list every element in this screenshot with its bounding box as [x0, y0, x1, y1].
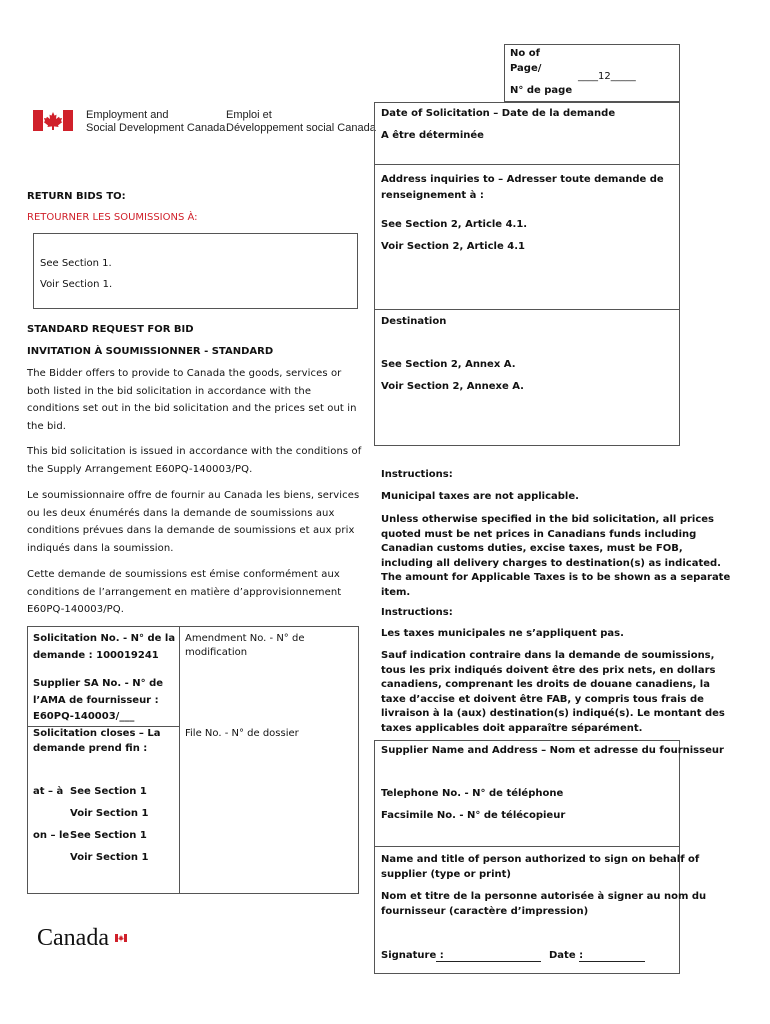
instructions-fr-body	[381, 649, 725, 736]
amendment-number-label-1: Amendment No. - N° de	[185, 633, 305, 644]
canada-wordmark	[37, 924, 109, 952]
authorized-person-label-1: Name and title of person authorized to sign on behalf of	[381, 854, 700, 865]
file-number-label: File No. - N° de dossier	[185, 728, 299, 739]
text-line: tous les prix indiqués doivent être des prix nets, en dollars	[381, 664, 716, 676]
on-label: on – le	[33, 830, 70, 841]
at-value-en: See Section 1	[70, 786, 147, 797]
instructions-en-label: Instructions:	[381, 469, 453, 480]
instructions-en-body	[381, 513, 730, 600]
signature-label: Signature :	[381, 950, 444, 961]
text-line: quoted must be net prices in Canadians funds including	[381, 528, 697, 540]
text-line: taxes applicables doit apparaître séparément.	[381, 722, 643, 734]
dept-name-en-2: Social Development Canada	[86, 122, 226, 134]
text-line: Unless otherwise specified in the bid solicitation, all prices	[381, 514, 715, 525]
return-bids-label-fr: RETOURNER LES SOUMISSIONS À:	[27, 212, 198, 223]
closes-label-2: demande prend fin :	[33, 743, 148, 754]
supplier-sa-label-1: Supplier SA No. - N° de	[33, 678, 164, 689]
text-line: conditions de l’arrangement en matière d’approvisionnement	[27, 586, 342, 598]
return-bids-box	[33, 233, 358, 309]
page-count-label-2: Page/	[510, 63, 542, 74]
solicitation-date-label: Date of Solicitation – Date de la demande	[381, 108, 616, 119]
text-line: The Bidder offers to provide to Canada the goods, services or	[27, 368, 342, 379]
dept-name-en-1: Employment and	[86, 109, 169, 121]
text-line: The amount for Applicable Taxes is to be shown as a separate	[381, 572, 731, 583]
right-info-box	[374, 102, 680, 446]
authorized-person-label-2: supplier (type or print)	[381, 869, 511, 880]
authorized-person-fr-1: Nom et titre de la personne autorisée à signer au nom du	[381, 891, 707, 902]
text-line: taxe d’accise et doivent être FAB, y compris tous frais de	[381, 693, 704, 705]
closes-label-1: Solicitation closes – La	[33, 728, 161, 739]
canada-wordmark-text: Canada	[37, 925, 109, 951]
destination-fr: Voir Section 2, Annexe A.	[381, 381, 524, 392]
at-label: at – à	[33, 786, 64, 797]
on-value-fr: Voir Section 1	[70, 852, 149, 863]
text-line: E60PQ-140003/PQ.	[27, 604, 125, 615]
dept-name-fr-1: Emploi et	[226, 109, 272, 121]
dept-name-fr-2: Développement social Canada	[226, 122, 376, 134]
text-line: conditions set out in the bid solicitation and the prices set out in	[27, 403, 357, 414]
authorized-person-fr-2: fournisseur (caractère d’impression)	[381, 906, 589, 917]
text-line: the bid.	[27, 420, 67, 432]
address-inquiries-label-2: renseignement à :	[381, 190, 484, 201]
text-line: the Supply Arrangement E60PQ-140003/PQ.	[27, 463, 253, 475]
supplier-sa-label-2: l’AMA de fournisseur :	[33, 695, 159, 706]
page-count-label-3: N° de page	[510, 85, 573, 96]
text-line: Cette demande de soumissions est émise conformément aux	[27, 569, 340, 580]
text-line: indiqués dans la soumission.	[27, 542, 174, 554]
solicitation-number-label-1: Solicitation No. - N° de la	[33, 633, 176, 644]
telephone-label: Telephone No. - N° de téléphone	[381, 788, 564, 799]
address-inquiries-en: See Section 2, Article 4.1.	[381, 219, 528, 230]
signature-field[interactable]	[436, 961, 541, 962]
destination-en: See Section 2, Annex A.	[381, 359, 516, 370]
standard-request-title-en: STANDARD REQUEST FOR BID	[27, 324, 194, 335]
at-value-fr: Voir Section 1	[70, 808, 149, 819]
destination-label: Destination	[381, 316, 447, 327]
amendment-number-label-2: modification	[185, 647, 248, 658]
address-inquiries-label-1: Address inquiries to – Adresser toute demande de	[381, 174, 664, 185]
date-label: Date :	[549, 950, 584, 961]
bid-solicitation-paragraph	[27, 443, 361, 478]
divider	[374, 164, 680, 165]
text-line: This bid solicitation is issued in accordance with the conditions of	[27, 446, 362, 457]
instructions-en-municipal: Municipal taxes are not applicable.	[381, 491, 579, 502]
text-line: both listed in the bid solicitation in accordance with the	[27, 385, 312, 397]
page-count-value: ____12_____	[578, 71, 636, 82]
text-line: Canadian customs duties, excise taxes, must be FOB,	[381, 543, 683, 554]
solicitation-number-label-2: demande : 100019241	[33, 650, 159, 661]
address-inquiries-fr: Voir Section 2, Article 4.1	[381, 241, 525, 252]
instructions-fr-municipal: Les taxes municipales ne s’appliquent pas.	[381, 628, 624, 639]
divider	[374, 309, 680, 310]
on-value-en: See Section 1	[70, 830, 147, 841]
return-bids-label-en: RETURN BIDS TO:	[27, 191, 126, 202]
text-line: conditions prévues dans la demande de soumissions et aux prix	[27, 525, 355, 536]
table-divider-vertical	[179, 626, 180, 894]
text-line: canadiens, comprenant les droits de douane canadiens, la	[381, 679, 710, 690]
instructions-fr-label: Instructions:	[381, 607, 453, 618]
text-line: Le soumissionnaire offre de fournir au Canada les biens, services	[27, 490, 360, 501]
bidder-offer-paragraph	[27, 365, 357, 435]
soumissionnaire-paragraph	[27, 487, 359, 557]
supplier-name-address-label: Supplier Name and Address – Nom et adresse du fournisseur	[381, 745, 724, 756]
solicitation-date-value: A être déterminée	[381, 130, 484, 141]
canada-flag-icon	[33, 110, 73, 131]
page-count-label-1: No of	[510, 48, 540, 59]
wordmark-flag-icon	[115, 927, 127, 935]
divider	[374, 846, 680, 847]
text-line: item.	[381, 586, 411, 598]
text-line: ou les deux énumérés dans la demande de soumissions aux	[27, 507, 335, 519]
text-line: livraison à la (aux) destination(s) indiqué(s). Le montant des	[381, 708, 725, 719]
text-line: including all delivery charges to destination(s) as indicated.	[381, 557, 721, 569]
text-line: Sauf indication contraire dans la demande de soumissions,	[381, 650, 715, 661]
date-field[interactable]	[579, 961, 645, 962]
standard-request-title-fr: INVITATION À SOUMISSIONNER - STANDARD	[27, 346, 274, 357]
demande-paragraph	[27, 566, 341, 619]
return-bids-en: See Section 1.	[40, 258, 112, 269]
return-bids-fr: Voir Section 1.	[40, 279, 113, 290]
facsimile-label: Facsimile No. - N° de télécopieur	[381, 810, 566, 821]
supplier-sa-label-3: E60PQ-140003/___	[33, 711, 135, 722]
